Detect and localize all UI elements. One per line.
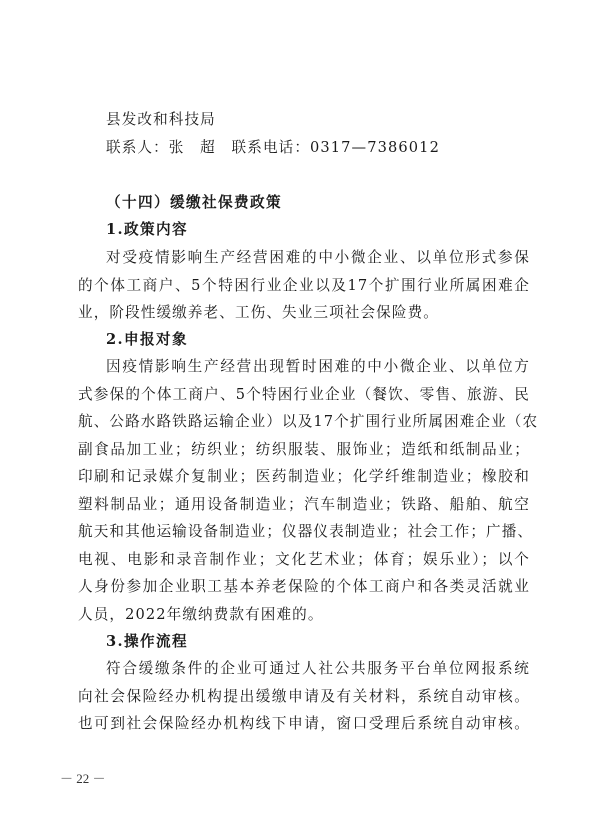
contact-office: 县发改和科技局 [106,111,216,128]
paragraph-line: 式参保的个体工商户、5个特困行业企业（餐饮、零售、旅游、民 [78,386,530,403]
paragraph-line: 符合缓缴条件的企业可通过人社公共服务平台单位网报系统 [106,660,530,677]
paragraph-line: 的个体工商户、5个特困行业企业以及17个扩围行业所属困难企 [78,277,530,294]
paragraph-line: 人员，2022年缴纳费款有困难的。 [78,606,324,623]
paragraph-line: 电视、电影和录音制作业；文化艺术业；体育；娱乐业）；以个 [78,551,530,568]
page-number: － 22 － [60,771,106,786]
paragraph-line: 塑料制品业；通用设备制造业；汽车制造业；铁路、船舶、航空 [78,496,530,513]
paragraph-line: 因疫情影响生产经营出现暂时困难的中小微企业、以单位方 [106,358,530,375]
section-title: （十四）缓缴社保费政策 [106,194,282,211]
subsection-2-title: 2.申报对象 [106,331,189,348]
paragraph-line: 向社会保险经办机构提出缓缴申请及有关材料，系统自动审核。 [78,688,530,705]
paragraph-line: 也可到社会保险经办机构线下申请，窗口受理后系统自动审核。 [78,715,530,732]
contact-person-phone: 联系人：张 超 联系电话：0317—7386012 [106,139,440,156]
paragraph-line: 航、公路水路铁路运输企业）以及17个扩围行业所属困难企业（农 [78,413,539,430]
paragraph-line: 印刷和记录媒介复制业；医药制造业；化学纤维制造业；橡胶和 [78,468,530,485]
paragraph-line: 副食品加工业；纺织业；纺织服装、服饰业；造纸和纸制品业； [78,441,530,458]
paragraph-line: 对受疫情影响生产经营困难的中小微企业、以单位形式参保 [106,249,530,266]
subsection-1-title: 1.政策内容 [106,221,189,238]
paragraph-line: 航天和其他运输设备制造业；仪器仪表制造业；社会工作；广播、 [78,523,534,540]
paragraph-line: 人身份参加企业职工基本养老保险的个体工商户和各类灵活就业 [78,578,530,595]
subsection-3-title: 3.操作流程 [106,633,189,650]
paragraph-line: 业，阶段性缓缴养老、工伤、失业三项社会保险费。 [78,304,439,321]
